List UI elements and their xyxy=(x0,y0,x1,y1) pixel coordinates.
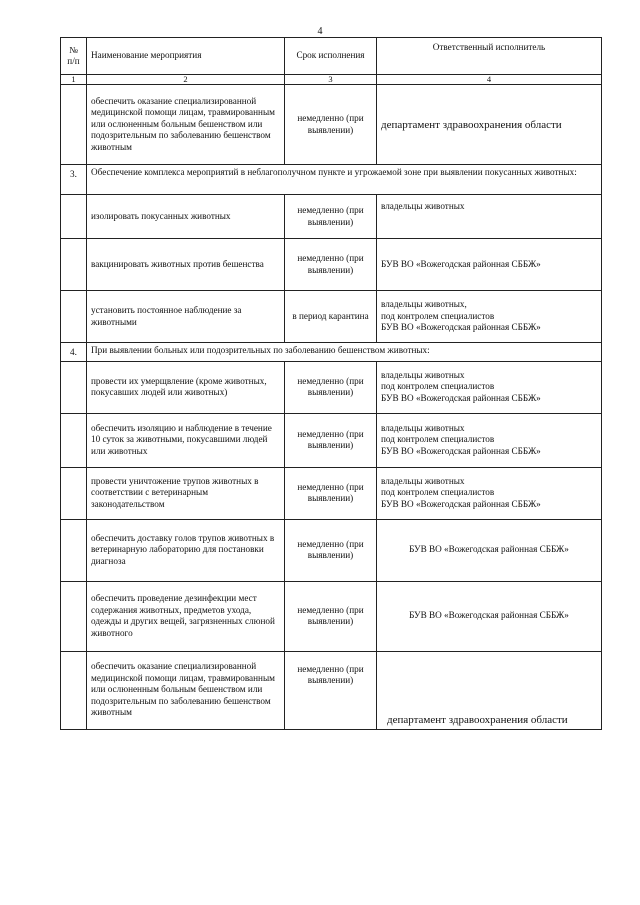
executor-line: под контролем специалистов xyxy=(381,487,495,498)
row-num-cell xyxy=(61,581,87,651)
action-cell: обеспечить оказание специализированной медицинской помощи лицам, травмированным или ослюненным больным бешенством или подозрительным по заболеванию бешенством животным xyxy=(87,85,285,165)
term-cell: немедленно (при выявлении) xyxy=(285,239,377,291)
executor-line: департамент здравоохранения области xyxy=(387,713,568,726)
executor-line: владельцы животных xyxy=(381,422,465,433)
executor-cell xyxy=(377,85,602,165)
table-header-row xyxy=(61,38,602,75)
term-cell: немедленно (при выявлении) xyxy=(285,85,377,165)
term-cell: немедленно (при выявлении) xyxy=(285,361,377,413)
executor-cell xyxy=(377,413,602,467)
row-num-cell xyxy=(61,467,87,519)
row-num-cell xyxy=(61,651,87,729)
section-title: Обеспечение комплекса мероприятий в неблагополучном пункте и угрожаемой зоне при выявлении покусанных животных: xyxy=(87,165,602,195)
row-num-cell xyxy=(61,519,87,581)
executor-line: под контролем специалистов xyxy=(381,381,495,392)
executor-line: БУВ ВО «Вожегодская районная СББЖ» xyxy=(381,258,541,269)
action-cell: обеспечить проведение дезинфекции мест содержания животных, предметов ухода, одежды и других вещей, загрязненных слюной животного xyxy=(87,581,285,651)
executor-line: департамент здравоохранения области xyxy=(381,118,562,131)
term-cell: немедленно (при выявлении) xyxy=(285,195,377,239)
executor-line: под контролем специалистов xyxy=(381,310,495,321)
executor-line: владельцы животных xyxy=(381,201,465,211)
executor-line: БУВ ВО «Вожегодская районная СББЖ» xyxy=(381,498,541,509)
table-row xyxy=(61,519,602,581)
action-cell: обеспечить доставку голов трупов животных в ветеринарную лабораторию для постановки диагноза xyxy=(87,519,285,581)
row-num-cell xyxy=(61,239,87,291)
executor-line: владельцы животных, xyxy=(381,299,467,310)
term-cell: немедленно (при выявлении) xyxy=(285,581,377,651)
term-cell: немедленно (при выявлении) xyxy=(285,467,377,519)
executor-line: БУВ ВО «Вожегодская районная СББЖ» xyxy=(381,322,541,333)
executor-line: БУВ ВО «Вожегодская районная СББЖ» xyxy=(381,392,541,403)
term-cell: немедленно (при выявлении) xyxy=(285,519,377,581)
action-cell: вакцинировать животных против бешенства xyxy=(87,239,285,291)
table-row xyxy=(61,85,602,165)
executor-cell xyxy=(377,195,602,239)
column-number: 3 xyxy=(285,75,377,85)
column-number: 2 xyxy=(87,75,285,85)
executor-line: БУВ ВО «Вожегодская районная СББЖ» xyxy=(409,544,569,555)
header-term: Срок исполнения xyxy=(285,38,377,75)
executor-line: владельцы животных xyxy=(381,475,465,486)
table-row xyxy=(61,361,602,413)
column-number: 1 xyxy=(61,75,87,85)
row-num-cell xyxy=(61,361,87,413)
section-row xyxy=(61,343,602,362)
action-cell: установить постоянное наблюдение за животными xyxy=(87,291,285,343)
header-num: № п/п xyxy=(61,38,87,75)
action-cell: обеспечить изоляцию и наблюдение в течение 10 суток за животными, покусавшими людей или животных xyxy=(87,413,285,467)
executor-cell xyxy=(377,519,602,581)
executor-cell xyxy=(377,361,602,413)
header-name: Наименование мероприятия xyxy=(87,38,285,75)
measures-table xyxy=(60,37,602,730)
table-row xyxy=(61,651,602,729)
page-number: 4 xyxy=(317,26,323,37)
row-num-cell xyxy=(61,413,87,467)
section-title: При выявлении больных или подозрительных по заболеванию бешенством животных: xyxy=(87,343,602,362)
table-row xyxy=(61,413,602,467)
term-cell: в период карантина xyxy=(285,291,377,343)
table-row xyxy=(61,239,602,291)
section-number: 4. xyxy=(61,343,87,362)
executor-cell xyxy=(377,467,602,519)
executor-line: БУВ ВО «Вожегодская районная СББЖ» xyxy=(409,610,569,621)
action-cell: провести их умерщвление (кроме животных, покусавших людей или животных) xyxy=(87,361,285,413)
executor-cell xyxy=(377,651,602,729)
executor-line: БУВ ВО «Вожегодская районная СББЖ» xyxy=(381,445,541,456)
executor-line: владельцы животных xyxy=(381,369,465,380)
table-row xyxy=(61,291,602,343)
column-number: 4 xyxy=(377,75,602,85)
column-numbers-row xyxy=(61,75,602,85)
executor-cell xyxy=(377,581,602,651)
row-num-cell xyxy=(61,85,87,165)
table-row xyxy=(61,467,602,519)
executor-cell xyxy=(377,291,602,343)
header-executor: Ответственный исполнитель xyxy=(377,38,602,75)
term-cell: немедленно (при выявлении) xyxy=(285,651,377,729)
row-num-cell xyxy=(61,291,87,343)
executor-cell xyxy=(377,239,602,291)
action-cell: изолировать покусанных животных xyxy=(87,195,285,239)
row-num-cell xyxy=(61,195,87,239)
table-row xyxy=(61,581,602,651)
executor-line: под контролем специалистов xyxy=(381,434,495,445)
section-row xyxy=(61,165,602,195)
action-cell: обеспечить оказание специализированной медицинской помощи лицам, травмированным или ослюненным больным бешенством или подозрительным по заболеванию бешенством животным xyxy=(87,651,285,729)
term-cell: немедленно (при выявлении) xyxy=(285,413,377,467)
table-row xyxy=(61,195,602,239)
action-cell: провести уничтожение трупов животных в соответствии с ветеринарным законодательством xyxy=(87,467,285,519)
section-number: 3. xyxy=(61,165,87,195)
